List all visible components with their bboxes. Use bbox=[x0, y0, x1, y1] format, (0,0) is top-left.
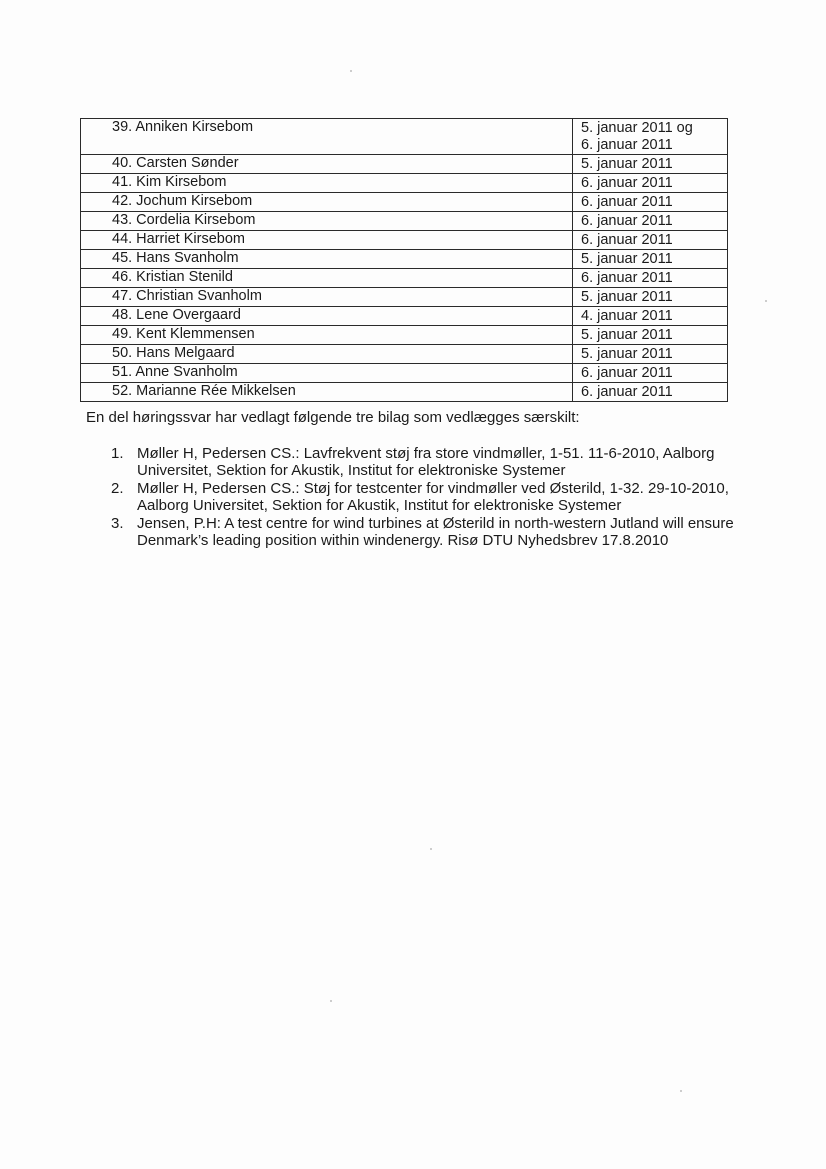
respondent-name-cell: 45. Hans Svanholm bbox=[81, 250, 573, 269]
response-date-line: 5. januar 2011 bbox=[581, 346, 673, 362]
table-row bbox=[81, 307, 728, 326]
scan-speck bbox=[350, 70, 352, 72]
table-row bbox=[81, 174, 728, 193]
table-body bbox=[81, 119, 728, 402]
response-date-cell bbox=[573, 231, 728, 250]
response-date-line: 5. januar 2011 bbox=[581, 289, 673, 305]
table-row bbox=[81, 193, 728, 212]
attachment-line: Aalborg Universitet, Sektion for Akustik, Institut for elektroniske Systemer bbox=[137, 497, 622, 514]
response-date-cell bbox=[573, 250, 728, 269]
response-date-line: 6. januar 2011 bbox=[581, 384, 673, 400]
response-date-line: 6. januar 2011 bbox=[581, 137, 673, 153]
hearing-responses-table bbox=[80, 118, 728, 402]
response-date-cell bbox=[573, 326, 728, 345]
table-row bbox=[81, 269, 728, 288]
response-date-cell bbox=[573, 345, 728, 364]
attachment-item bbox=[111, 445, 761, 479]
attachment-line: Denmark’s leading position within windenergy. Risø DTU Nyhedsbrev 17.8.2010 bbox=[137, 532, 669, 549]
response-date-cell bbox=[573, 288, 728, 307]
attachment-line: Universitet, Sektion for Akustik, Institut for elektroniske Systemer bbox=[137, 462, 566, 479]
response-date-line: 6. januar 2011 bbox=[581, 175, 673, 191]
response-date-line: 6. januar 2011 bbox=[581, 194, 673, 210]
table-row bbox=[81, 231, 728, 250]
respondent-name-cell: 39. Anniken Kirsebom bbox=[81, 119, 573, 155]
table-row bbox=[81, 364, 728, 383]
response-date-cell bbox=[573, 364, 728, 383]
respondent-name-cell: 51. Anne Svanholm bbox=[81, 364, 573, 383]
attachment-number: 1. bbox=[111, 445, 124, 462]
response-date-cell bbox=[573, 193, 728, 212]
attachments-intro: En del høringssvar har vedlagt følgende tre bilag som vedlægges særskilt: bbox=[86, 409, 580, 426]
attachment-number: 3. bbox=[111, 515, 124, 532]
attachments-list bbox=[111, 445, 761, 550]
response-date-line: 6. januar 2011 bbox=[581, 213, 673, 229]
response-date-cell bbox=[573, 119, 728, 155]
scan-speck bbox=[330, 1000, 332, 1002]
response-date-line: 6. januar 2011 bbox=[581, 270, 673, 286]
response-date-cell bbox=[573, 155, 728, 174]
scan-speck bbox=[765, 300, 767, 302]
table-row bbox=[81, 288, 728, 307]
response-date-line: 5. januar 2011 bbox=[581, 327, 673, 343]
response-date-line: 6. januar 2011 bbox=[581, 232, 673, 248]
attachment-number: 2. bbox=[111, 480, 124, 497]
scan-speck bbox=[430, 848, 432, 850]
respondent-name-cell: 47. Christian Svanholm bbox=[81, 288, 573, 307]
response-date-cell bbox=[573, 307, 728, 326]
attachment-item bbox=[111, 480, 761, 514]
response-date-cell bbox=[573, 383, 728, 402]
response-date-cell bbox=[573, 212, 728, 231]
attachment-item bbox=[111, 515, 761, 549]
table-row bbox=[81, 155, 728, 174]
attachment-line: Møller H, Pedersen CS.: Lavfrekvent støj fra store vindmøller, 1-51. 11-6-2010, Aalborg bbox=[137, 445, 715, 462]
response-date-cell bbox=[573, 174, 728, 193]
response-date-line: 6. januar 2011 bbox=[581, 365, 673, 381]
response-date-line: 5. januar 2011 bbox=[581, 156, 673, 172]
response-date-line: 5. januar 2011 og bbox=[581, 120, 693, 136]
table-row bbox=[81, 326, 728, 345]
table-row bbox=[81, 212, 728, 231]
respondent-name-cell: 46. Kristian Stenild bbox=[81, 269, 573, 288]
respondent-name-cell: 48. Lene Overgaard bbox=[81, 307, 573, 326]
respondent-name-cell: 44. Harriet Kirsebom bbox=[81, 231, 573, 250]
response-date-line: 5. januar 2011 bbox=[581, 251, 673, 267]
attachment-line: Jensen, P.H: A test centre for wind turbines at Østerild in north-western Jutland will ensure bbox=[137, 515, 734, 532]
table-row bbox=[81, 383, 728, 402]
respondent-name-cell: 40. Carsten Sønder bbox=[81, 155, 573, 174]
respondent-name-cell: 50. Hans Melgaard bbox=[81, 345, 573, 364]
attachment-line: Møller H, Pedersen CS.: Støj for testcenter for vindmøller ved Østerild, 1-32. 29-10-2010, bbox=[137, 480, 729, 497]
table-row bbox=[81, 250, 728, 269]
respondent-name-cell: 42. Jochum Kirsebom bbox=[81, 193, 573, 212]
respondent-name-cell: 52. Marianne Rée Mikkelsen bbox=[81, 383, 573, 402]
table-row bbox=[81, 119, 728, 155]
response-date-cell bbox=[573, 269, 728, 288]
response-date-line: 4. januar 2011 bbox=[581, 308, 673, 324]
respondent-name-cell: 49. Kent Klemmensen bbox=[81, 326, 573, 345]
scan-speck bbox=[680, 1090, 682, 1092]
table-row bbox=[81, 345, 728, 364]
respondent-name-cell: 43. Cordelia Kirsebom bbox=[81, 212, 573, 231]
respondent-name-cell: 41. Kim Kirsebom bbox=[81, 174, 573, 193]
